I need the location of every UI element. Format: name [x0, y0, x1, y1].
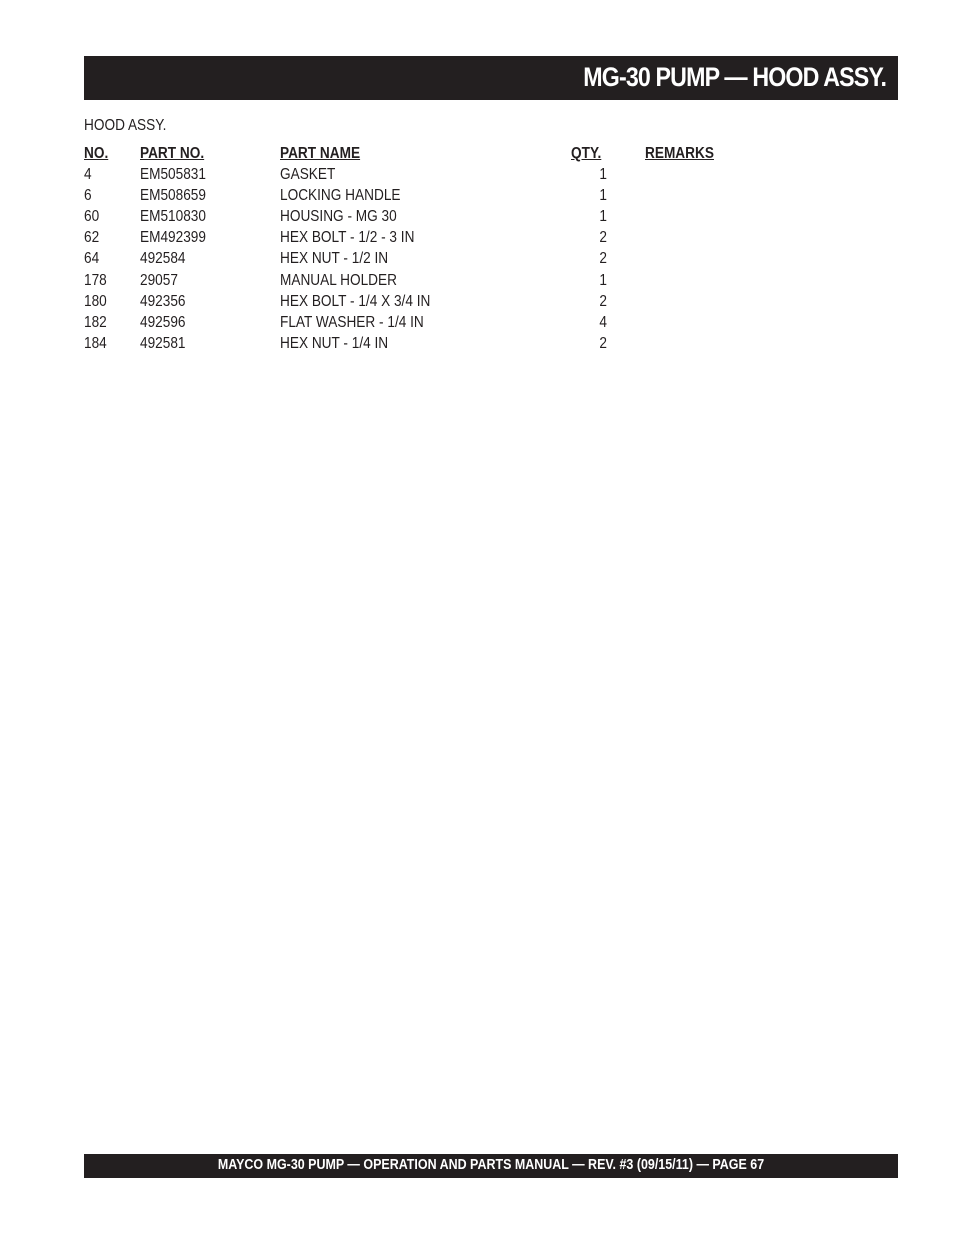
- footer-text: MAYCO MG-30 PUMP — OPERATION AND PARTS MANUAL — REV. #3 (09/15/11) — PAGE 67: [217, 1157, 765, 1173]
- cell-qty: 4: [599, 313, 607, 331]
- column-header-remarks: REMARKS: [645, 145, 714, 162]
- cell-no: 60: [84, 208, 100, 226]
- cell-part-no: 492584: [140, 250, 186, 268]
- cell-qty: 2: [599, 334, 607, 352]
- cell-part-no: 492356: [140, 292, 186, 310]
- cell-part-name: LOCKING HANDLE: [280, 187, 401, 205]
- footer-bar: [84, 1154, 898, 1178]
- cell-qty: 1: [599, 187, 607, 205]
- cell-part-no: EM505831: [140, 166, 206, 184]
- cell-no: 4: [84, 166, 92, 184]
- table-row: [84, 206, 784, 227]
- cell-part-name: HEX BOLT - 1/4 X 3/4 IN: [280, 292, 431, 310]
- column-header-no: NO.: [84, 145, 109, 162]
- cell-part-no: 29057: [140, 271, 178, 289]
- table-row: [84, 270, 784, 291]
- cell-part-no: EM508659: [140, 187, 206, 205]
- cell-no: 6: [84, 187, 92, 205]
- column-header-part-no: PART NO.: [140, 145, 205, 162]
- table-row: [84, 248, 784, 269]
- cell-no: 62: [84, 229, 100, 247]
- cell-part-name: HEX BOLT - 1/2 - 3 IN: [280, 229, 415, 247]
- cell-part-name: HOUSING - MG 30: [280, 208, 397, 226]
- cell-no: 180: [84, 292, 107, 310]
- cell-part-name: MANUAL HOLDER: [280, 271, 397, 289]
- column-header-part-name: PART NAME: [280, 145, 361, 162]
- cell-part-name: HEX NUT - 1/4 IN: [280, 334, 389, 352]
- cell-qty: 1: [599, 166, 607, 184]
- cell-qty: 1: [599, 208, 607, 226]
- table-row: [84, 227, 784, 248]
- parts-table: [84, 143, 784, 354]
- table-row: [84, 312, 784, 333]
- column-header-qty: QTY.: [571, 145, 602, 162]
- table-row: [84, 164, 784, 185]
- cell-qty: 1: [599, 271, 607, 289]
- cell-part-name: FLAT WASHER - 1/4 IN: [280, 313, 424, 331]
- cell-part-name: HEX NUT - 1/2 IN: [280, 250, 389, 268]
- table-row: [84, 291, 784, 312]
- cell-qty: 2: [599, 229, 607, 247]
- table-row: [84, 333, 784, 354]
- cell-no: 182: [84, 313, 107, 331]
- cell-part-no: 492581: [140, 334, 186, 352]
- cell-no: 184: [84, 334, 107, 352]
- section-label: HOOD ASSY.: [84, 117, 167, 134]
- cell-part-no: EM510830: [140, 208, 206, 226]
- page-title-bar: [84, 56, 898, 100]
- cell-part-no: 492596: [140, 313, 186, 331]
- table-row: [84, 185, 784, 206]
- cell-part-no: EM492399: [140, 229, 206, 247]
- cell-no: 178: [84, 271, 107, 289]
- cell-no: 64: [84, 250, 100, 268]
- cell-qty: 2: [599, 292, 607, 310]
- cell-qty: 2: [599, 250, 607, 268]
- table-header-row: [84, 143, 784, 164]
- cell-part-name: GASKET: [280, 166, 336, 184]
- page-title: MG-30 PUMP — HOOD ASSY.: [583, 62, 886, 92]
